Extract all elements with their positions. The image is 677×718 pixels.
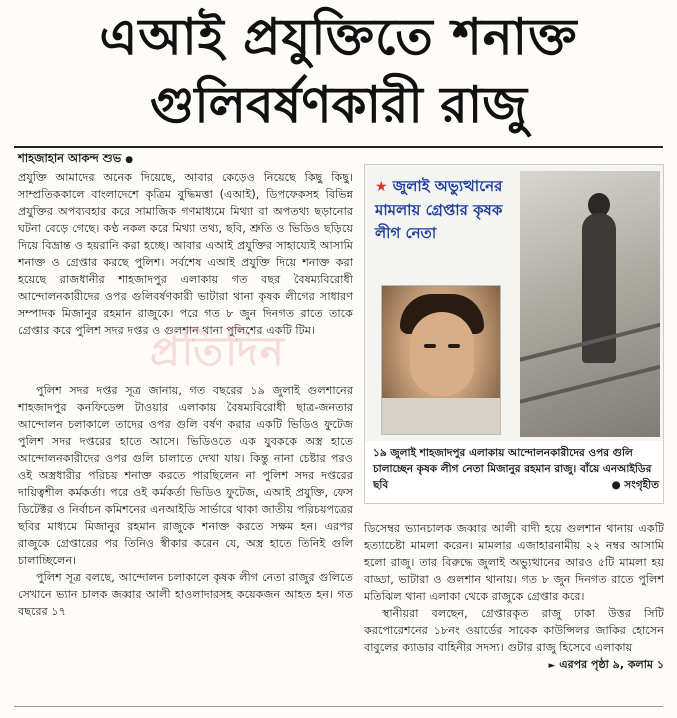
photo-kicker-text: জুলাই অভ্যুত্থানের মামলায় গ্রেপ্তার কৃষক লীগ নেতা xyxy=(375,177,503,242)
article-paragraph: ডিসেম্বর ভ্যানচালক জব্বার আলী বাদী হয়ে গুলশান থানায় একটি হত্যাচেষ্টা মামলা করেন। মামলার এজাহারনামীয় ২২ নম্বর আসামি হলো রাজু। তার বিরুদ্ধে জুলাই অভ্যুত্থানের আরও ৫টি মামলা হয় বাড্ডা, ভাটারা ও গুলশান থানায়। গত ৮ জুন দিনগত রাতে পুলিশ মতিঝিল থানা এলাকা থেকে রাজুকে গ্রেপ্তার করে। xyxy=(364,522,664,603)
article-paragraph: প্রযুক্তি আমাদের অনেক দিয়েছে, আবার কেড়েও নিয়েছে কিছু কিছু। সাম্প্রতিককালে বাংলাদেশে কৃত্রিম বুদ্ধিমত্তা (এআই), ডিপফেকসহ বিভিন্ন প্রযুক্তির অপব্যবহার করে সামাজিক গণমাধ্যমে মিথ্যা বা অপতথ্য ছড়ানোর ঘটনা বেড়ে গেছে। কণ্ঠ নকল করে মিথ্যা তথ্য, ছবি, শ্রুতি ও ভিডিও ছড়িয়ে দিয়ে বিভ্রান্ত ও হয়রানি করা হচ্ছে। আবার এআই প্রযুক্তির সাহায্যেই আসামি শনাক্ত ও গ্রেপ্তার করছে পুলিশ। সর্বশেষ এআই প্রযুক্তি দিয়ে শনাক্ত করা হয়েছে রাজধানীর শাহজাদপুর এলাকায় গত বছর বৈষম্যবিরোধী আন্দোলনকারীদের ওপর গুলিবর্ষণকারী ভাটারা থানা কৃষক লীগের সাধারণ সম্পাদক মিজানুর রহমান রাজুকে। পরে গত ৮ জুন দিনগত রাতে তাকে গ্রেপ্তার করে পুলিশ সদর দপ্তর ও গুলশান থানা পুলিশের একটি টিম। xyxy=(18,171,353,337)
photo-caption-text: ১৯ জুলাই শাহজাদপুর এলাকায় আন্দোলনকারীদের ওপর গুলি চালাচ্ছেন কৃষক লীগ নেতা মিজানুর রহমান রাজু। বাঁয়ে এনআইডির ছবি xyxy=(373,447,652,491)
photo-kicker xyxy=(375,175,525,245)
article-column-right xyxy=(364,520,664,675)
article-column-left xyxy=(18,150,353,339)
headline-line-1: এআই প্রযুক্তিতে শনাক্ত xyxy=(99,8,578,66)
arrow-right-icon: ► xyxy=(548,661,556,671)
continuation-note xyxy=(364,656,664,675)
watermark: প্রতিদিন xyxy=(150,329,286,375)
cctv-footage-image xyxy=(520,171,660,437)
photo-caption xyxy=(373,445,659,493)
continuation-text: এরপর পৃষ্ঠা ৯, কলাম ১ xyxy=(559,658,664,671)
photo-area xyxy=(365,165,663,441)
star-icon: ★ xyxy=(375,179,388,195)
photo-credit: ● সংগৃহীত xyxy=(611,479,659,491)
photo-box xyxy=(364,164,664,504)
page-bottom-rule xyxy=(14,706,663,707)
headline-rule xyxy=(14,146,663,148)
article-paragraph: স্থানীয়রা বলছেন, গ্রেপ্তারকৃত রাজু ঢাকা উত্তর সিটি করপোরেশনের ১৮নং ওয়ার্ডের সাবেক কাউন্সিলর জাকির হোসেন বাবুলের ক্যাডার বাহিনীর সদস্য। গুটার রাজু হিসেবে এলাকায় xyxy=(364,607,664,654)
byline xyxy=(18,150,353,169)
headline xyxy=(0,2,677,138)
headline-line-2: গুলিবর্ষণকারী রাজু xyxy=(150,76,527,134)
nid-portrait-image xyxy=(381,285,501,435)
byline-author: শাহজাহান আকন্দ শুভ xyxy=(18,151,122,165)
article-paragraph: পুলিশ সদর দপ্তর সূত্র জানায়, গত বছরের ১৯ জুলাই গুলশানের শাহজাদপুর কনফিডেন্স টাওয়ার এলাকায় বৈষম্যবিরোধী ছাত্র-জনতার আন্দোলন চলাকালে তাদের ওপর গুলি বর্ষণ করার একটি ভিডিও ফুটেজ পুলিশ সদর দপ্তরের হাতে আসে। ভিডিওতে এক যুবককে অস্ত্র হাতে আন্দোলনকারীদের ওপর গুলি চালাতে দেখা যায়। কিন্তু নানা চেষ্টার পরও ওই অস্ত্রধারীর পরিচয় শনাক্ত করতে পারছিলেন না পুলিশ সদর দপ্তরের দায়িত্বশীল কর্মকর্তা। পরে ওই কর্মকর্তা ভিডিও ফুটেজ, এআই প্রযুক্তি, ফেস ডিটেক্টর ও নির্বাচন কমিশনের এনআইডি সার্ভারে থাকা জাতীয় পরিচয়পত্রের ছবির মাধ্যমে মিজানুর রহমান রাজুকে শনাক্ত করতে সক্ষম হন। এরপর রাজুকে গ্রেপ্তারের পর তিনিও স্বীকার করেন যে, অস্ত্র হাতে তিনিই গুলি চালাচ্ছিলেন। xyxy=(18,384,353,567)
article-column-left-lower xyxy=(18,382,353,620)
article-paragraph: পুলিশ সূত্র বলছে, আন্দোলন চলাকালে কৃষক লীগ নেতা রাজুর গুলিতে সেখানে ভ্যান চালক জব্বার আলী হাওলাদারসহ কয়েকজন আহত হন। গত বছরের ১৭ xyxy=(18,571,353,618)
byline-marker: ● xyxy=(125,155,134,165)
